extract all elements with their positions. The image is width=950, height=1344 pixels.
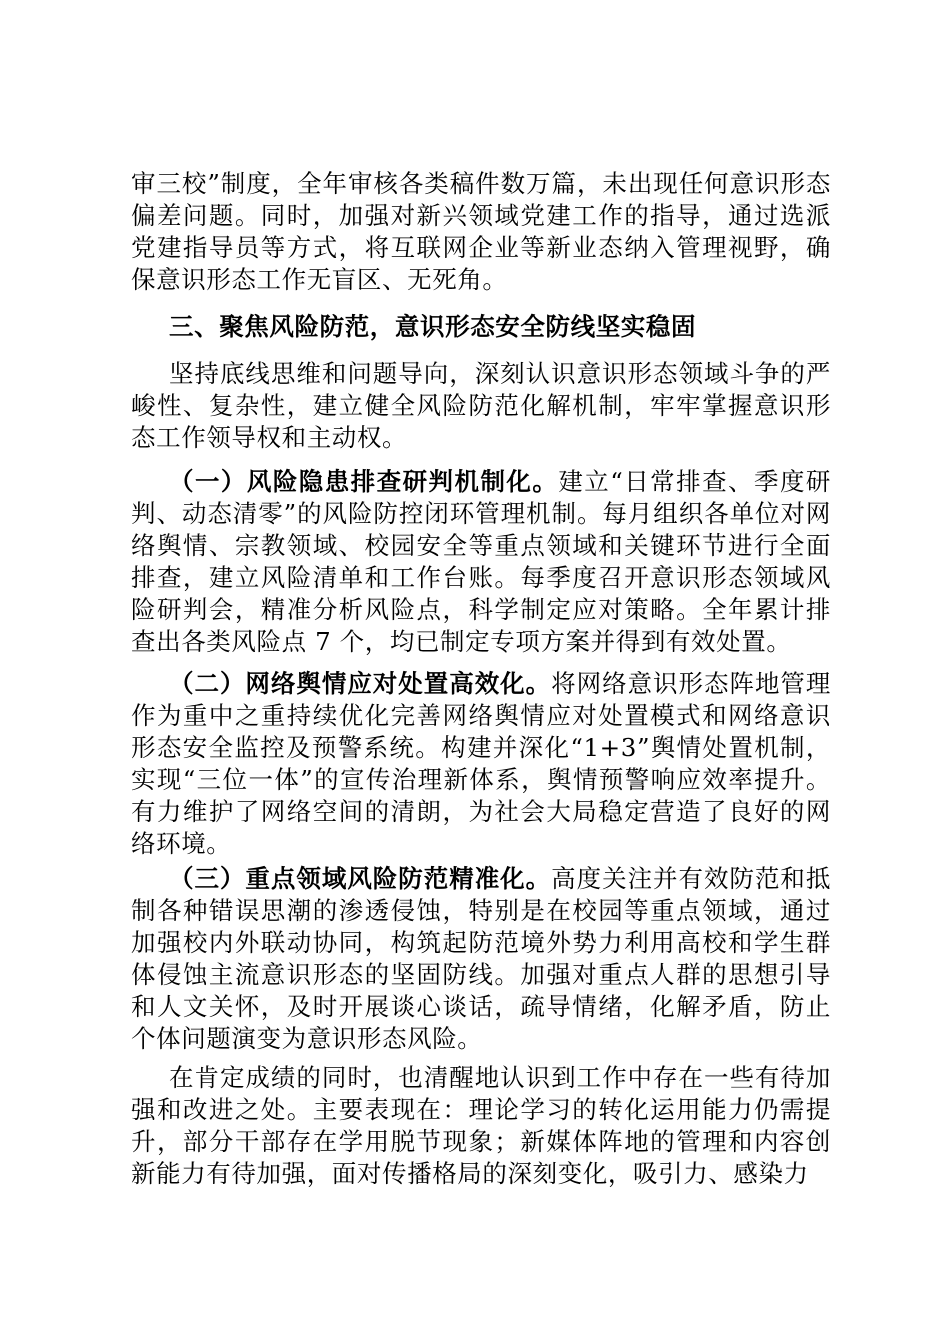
section-heading: 三、聚焦风险防范，意识形态安全防线坚实稳固	[169, 312, 697, 341]
section-intro-paragraph: 坚持底线思维和问题导向，深刻认识意识形态领域斗争的严峻性、复杂性，建立健全风险防范化解机制，牢牢掌握意识形态工作领导权和主动权。	[131, 359, 831, 452]
item-paragraph-2	[131, 668, 831, 860]
item-2-lead: （二）网络舆情应对处置高效化。	[169, 669, 552, 698]
item-2-body: 将网络意识形态阵地管理作为重中之重持续优化完善网络舆情应对处置模式和网络意识形态安全监控及预警系统。构建并深化“1+3”舆情处置机制，实现“三位一体”的宣传治理新体系，舆情预警响应效率提升。有力维护了网络空间的清朗，为社会大局稳定营造了良好的网络环境。	[131, 669, 831, 858]
item-paragraph-3	[131, 863, 831, 1055]
continued-paragraph: 审三校”制度，全年审核各类稿件数万篇，未出现任何意识形态偏差问题。同时，加强对新兴领域党建工作的指导，通过选派党建指导员等方式，将互联网企业等新业态纳入管理视野，确保意识形态工作无盲区、无死角。	[131, 169, 831, 294]
item-3-body: 高度关注并有效防范和抵制各种错误思潮的渗透侵蚀，特别是在校园等重点领域，通过加强校内外联动协同，构筑起防范境外势力利用高校和学生群体侵蚀主流意识形态的坚固防线。加强对重点人群的思想引导和人文关怀，及时开展谈心谈话，疏导情绪，化解矛盾，防止个体问题演变为意识形态风险。	[131, 864, 831, 1053]
item-1-lead: （一）风险隐患排查研判机制化。	[169, 467, 559, 496]
item-paragraph-1	[131, 466, 831, 658]
item-3-lead: （三）重点领域风险防范精准化。	[169, 864, 552, 893]
item-1-body: 建立“日常排查、季度研判、动态清零”的风险防控闭环管理机制。每月组织各单位对网络舆情、宗教领域、校园安全等重点领域和关键环节进行全面排查，建立风险清单和工作台账。每季度召开意识形态领域风险研判会，精准分析风险点，科学制定应对策略。全年累计排查出各类风险点 7 个，均已制定专项方案并得到有效处置。	[131, 467, 832, 656]
closing-paragraph: 在肯定成绩的同时，也清醒地认识到工作中存在一些有待加强和改进之处。主要表现在：理论学习的转化运用能力仍需提升，部分干部存在学用脱节现象；新媒体阵地的管理和内容创新能力有待加强，面对传播格局的深刻变化，吸引力、感染力	[131, 1063, 831, 1188]
